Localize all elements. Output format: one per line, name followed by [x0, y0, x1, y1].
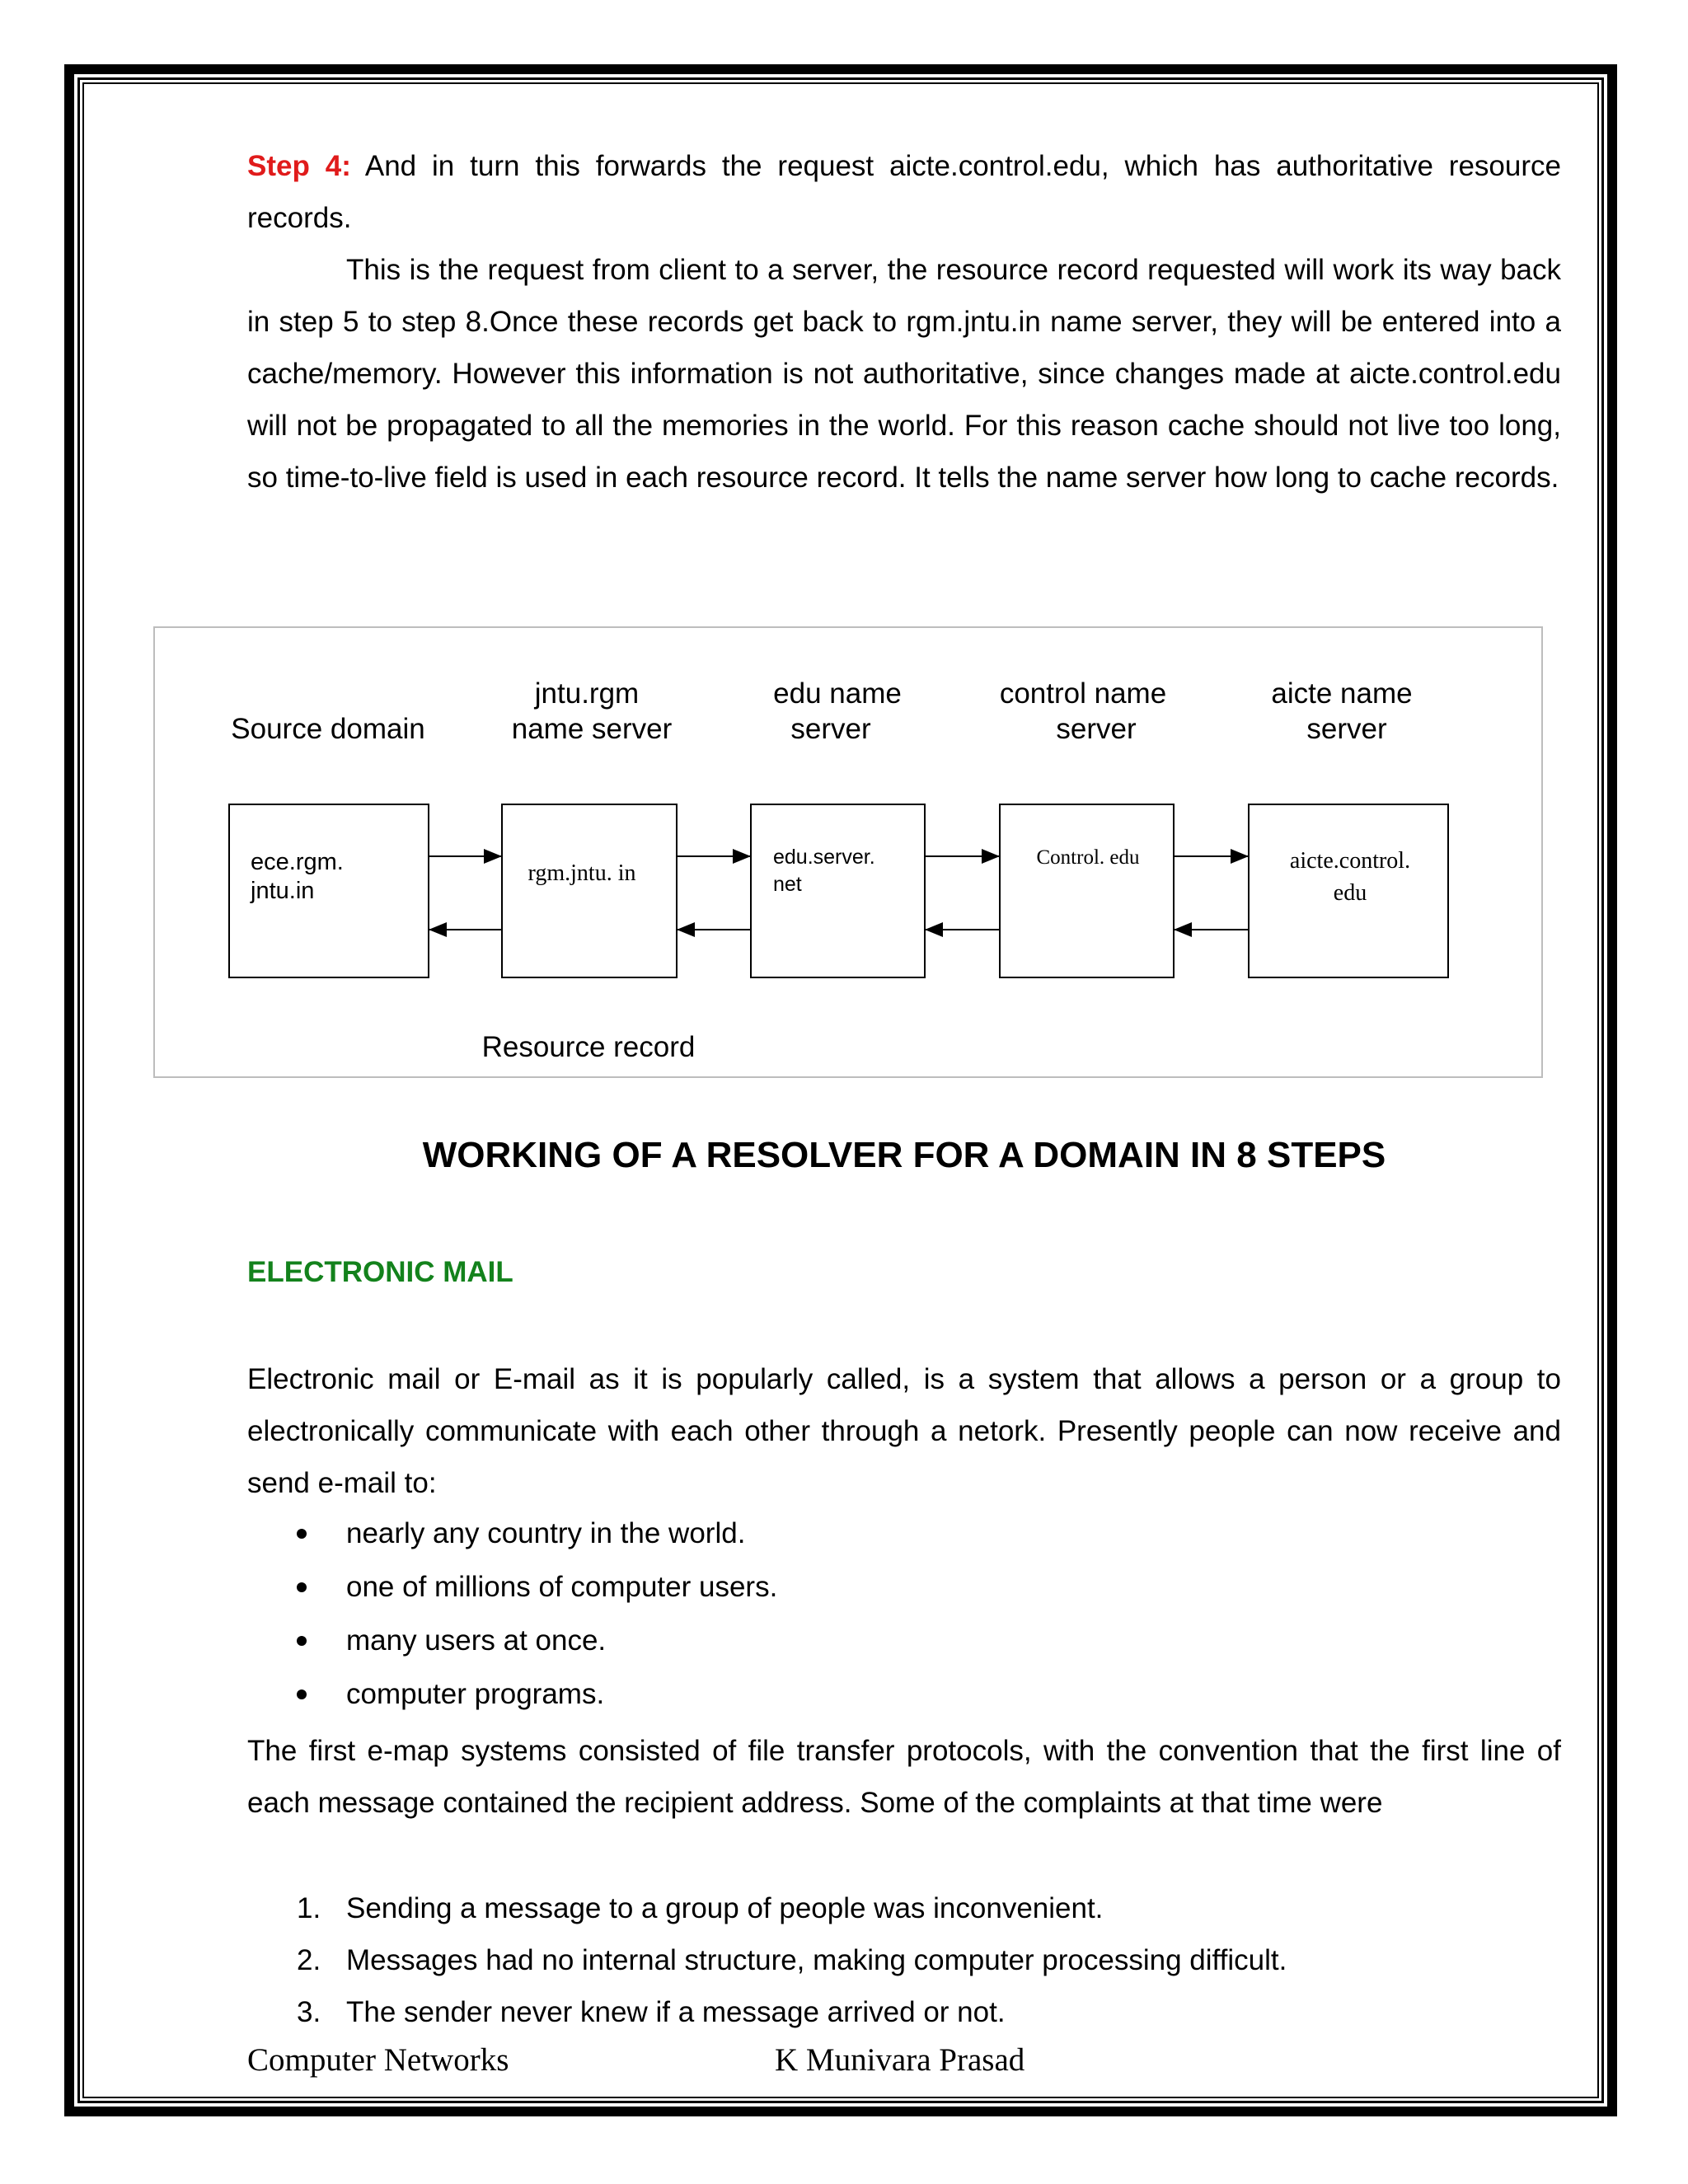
list-item-text: nearly any country in the world.	[346, 1517, 746, 1549]
header-source-domain: Source domain	[231, 713, 425, 745]
header-edu-line2: server	[790, 713, 871, 745]
list-item	[247, 1560, 1561, 1614]
list-item-number: 1.	[297, 1892, 321, 1924]
box-rgm-jntu-label: rgm.jntu. in	[528, 860, 636, 886]
header-control-line1: control name	[999, 677, 1167, 710]
header-aicte-line2: server	[1306, 713, 1387, 745]
list-item-text: Messages had no internal structure, making computer processing difficult.	[346, 1944, 1287, 1976]
header-edu-line1: edu name	[773, 677, 902, 710]
diagram-heading: WORKING OF A RESOLVER FOR A DOMAIN IN 8 STEPS	[422, 1135, 1386, 1175]
email-history-paragraph: The first e-map systems consisted of file transfer protocols, with the convention that the first line of each message contained the recipient address. Some of the complaints at that time were	[247, 1735, 1561, 1819]
email-intro-paragraph: Electronic mail or E-mail as it is popularly called, is a system that allows a person or a group to electronically communicate with each other through a netork. Presently people can now receive and send e-mail to:	[247, 1363, 1561, 1499]
box-edu-server-label-line2: net	[773, 873, 802, 896]
list-item-text: The sender never knew if a message arrived or not.	[346, 1996, 1006, 2028]
footer-course-title: Computer Networks	[247, 2042, 509, 2078]
box-control-edu	[1000, 804, 1174, 977]
box-edu-server-label-line1: edu.server.	[773, 846, 875, 869]
list-item-text: Sending a message to a group of people was inconvenient.	[346, 1892, 1104, 1924]
step-4-label: Step 4:	[247, 150, 351, 182]
list-item	[247, 1882, 1561, 1934]
footer-author: K Munivara Prasad	[775, 2042, 1025, 2078]
list-item	[247, 1507, 1561, 1560]
bullet-icon	[297, 1690, 307, 1699]
header-control-line2: server	[1056, 713, 1137, 745]
list-item-text: one of millions of computer users.	[346, 1571, 778, 1603]
box-aicte-control-label-line1: aicte.control.	[1289, 848, 1411, 874]
bullet-icon	[297, 1636, 307, 1646]
box-control-edu-label: Control. edu	[1036, 846, 1140, 869]
bullet-icon	[297, 1529, 307, 1539]
box-source-label-line1: ece.rgm.	[251, 849, 344, 875]
bullet-icon	[297, 1582, 307, 1592]
list-item	[247, 1934, 1561, 1986]
list-item-number: 2.	[297, 1944, 321, 1976]
resource-record-text: This is the request from client to a server, the resource record requested will work its way back in step 5 to step 8.Once these records get back to rgm.jntu.in name server, they will be entered into a cache/memory. However this information is not authoritative, since changes made at aicte.control.edu will not be propagated to all the memories in the world. For this reason cache should not live too long, so time-to-live field is used in each resource record. It tells the name server how long to cache records.	[247, 254, 1561, 494]
email-destinations-list	[247, 1507, 1561, 1721]
diagram-caption: Resource record	[481, 1031, 696, 1063]
step-4-text: And in turn this forwards the request aicte.control.edu, which has authoritative resource records.	[247, 150, 1561, 234]
list-item	[247, 1614, 1561, 1667]
list-item-text: many users at once.	[346, 1624, 607, 1657]
box-source-label-line2: jntu.in	[251, 878, 315, 904]
section-title-electronic-mail: ELECTRONIC MAIL	[247, 1256, 513, 1288]
header-jntu-rgm-line1: jntu.rgm	[534, 677, 640, 710]
header-aicte-line1: aicte name	[1271, 677, 1413, 710]
box-aicte-control-label-line2: edu	[1333, 880, 1367, 906]
complaints-list	[247, 1882, 1561, 2038]
box-rgm-jntu	[502, 804, 677, 977]
list-item	[247, 1986, 1561, 2038]
list-item-number: 3.	[297, 1996, 321, 2028]
header-jntu-rgm-line2: name server	[511, 713, 673, 745]
list-item-text: computer programs.	[346, 1678, 605, 1710]
list-item	[247, 1667, 1561, 1721]
